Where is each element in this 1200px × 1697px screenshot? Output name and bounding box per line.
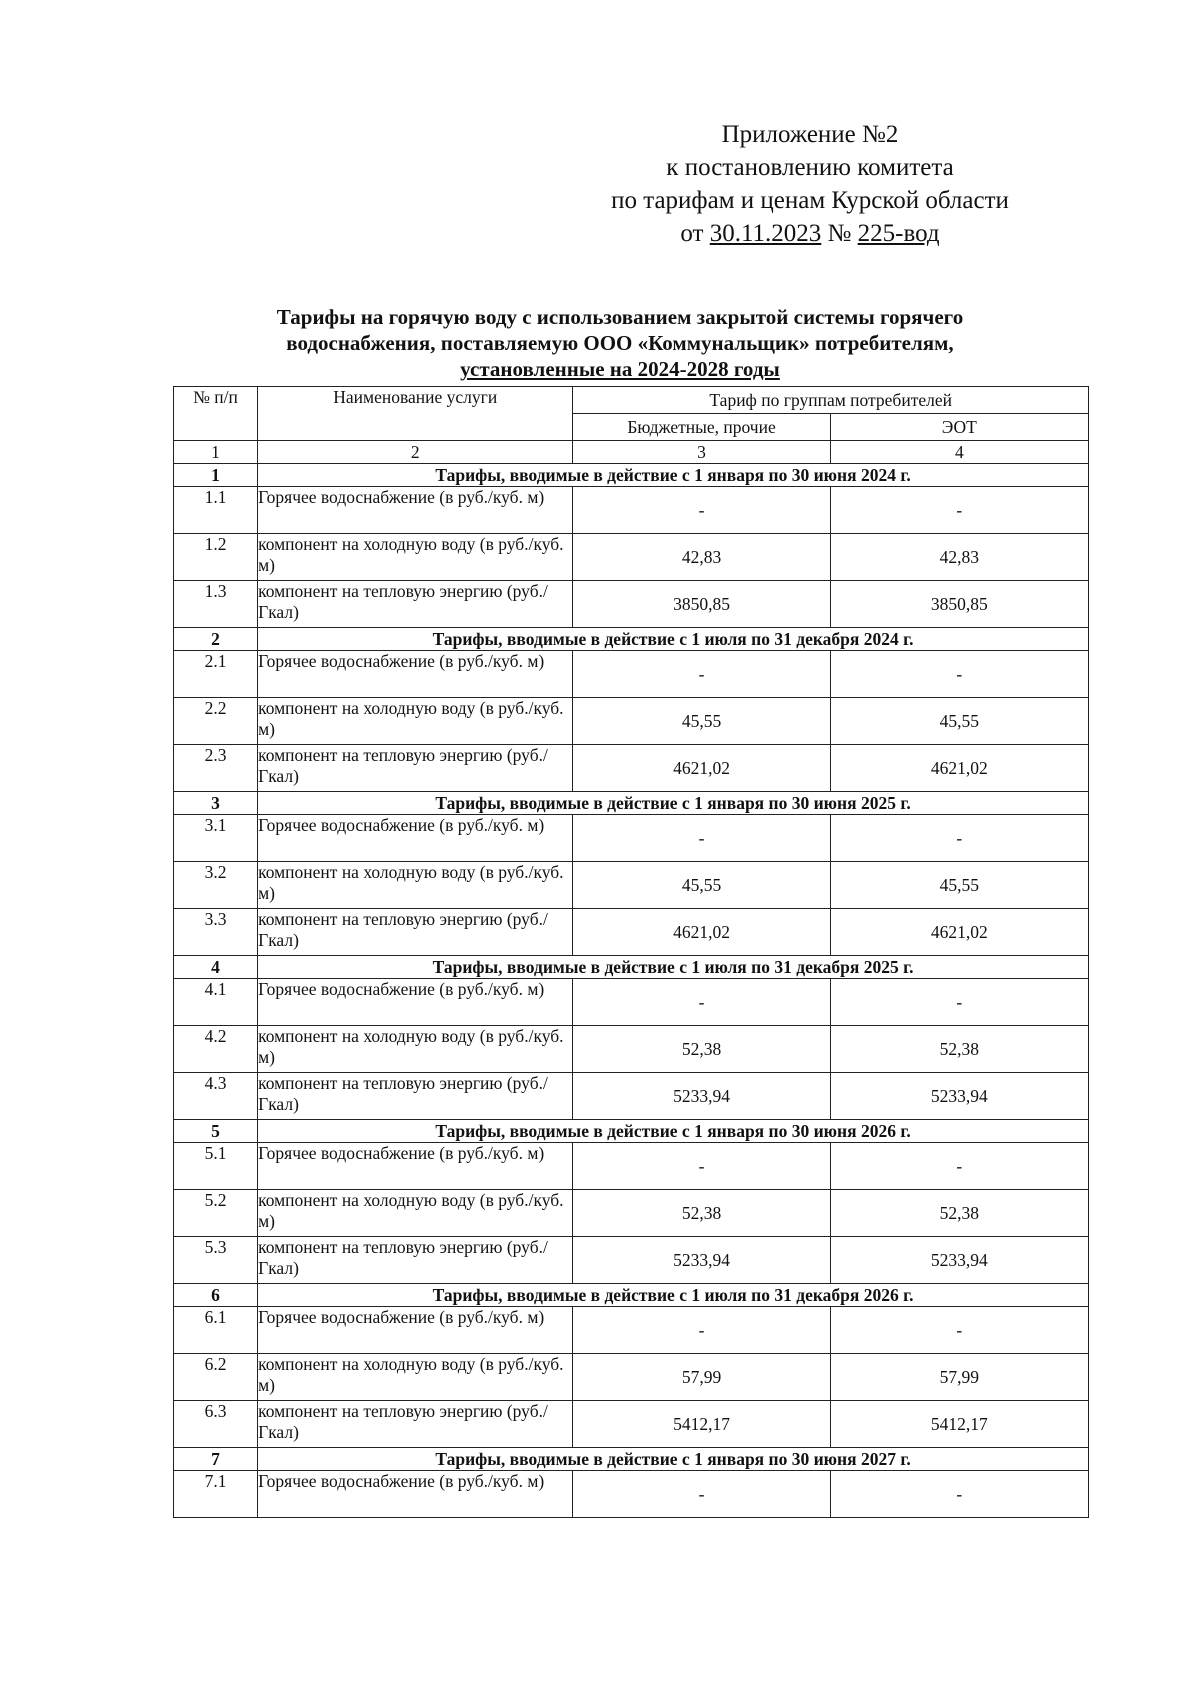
appendix-resolution-line: к постановлению комитета bbox=[666, 154, 954, 181]
table-row bbox=[174, 862, 1089, 909]
item-number: 1.1 bbox=[174, 487, 258, 534]
item-budget-value: 5233,94 bbox=[573, 1073, 830, 1120]
header-eot: ЭОТ bbox=[830, 414, 1088, 441]
item-service-name: компонент на тепловую энергию (руб./Гкал) bbox=[258, 1401, 573, 1448]
section-row bbox=[174, 1120, 1089, 1143]
section-row bbox=[174, 956, 1089, 979]
item-number: 6.2 bbox=[174, 1354, 258, 1401]
column-index-cell: 4 bbox=[830, 441, 1088, 464]
item-eot-value: 57,99 bbox=[830, 1354, 1088, 1401]
item-budget-value: - bbox=[573, 1143, 830, 1190]
item-budget-value: 4621,02 bbox=[573, 909, 830, 956]
item-eot-value: - bbox=[830, 487, 1088, 534]
item-eot-value: - bbox=[830, 1471, 1088, 1518]
item-eot-value: 52,38 bbox=[830, 1026, 1088, 1073]
section-title: Тарифы, вводимые в действие с 1 июля по 31 декабря 2025 г. bbox=[258, 956, 1089, 979]
item-budget-value: 45,55 bbox=[573, 862, 830, 909]
item-budget-value: - bbox=[573, 1471, 830, 1518]
section-number: 7 bbox=[174, 1448, 258, 1471]
item-number: 6.3 bbox=[174, 1401, 258, 1448]
item-eot-value: 45,55 bbox=[830, 862, 1088, 909]
item-service-name: Горячее водоснабжение (в руб./куб. м) bbox=[258, 1143, 573, 1190]
item-budget-value: - bbox=[573, 979, 830, 1026]
title-line-3: установленные на 2024-2028 годы bbox=[460, 357, 780, 381]
table-row bbox=[174, 1073, 1089, 1120]
section-number: 3 bbox=[174, 792, 258, 815]
item-budget-value: 5412,17 bbox=[573, 1401, 830, 1448]
appendix-date-line bbox=[590, 217, 1030, 250]
section-title: Тарифы, вводимые в действие с 1 июля по 31 декабря 2024 г. bbox=[258, 628, 1089, 651]
item-service-name: компонент на тепловую энергию (руб./Гкал) bbox=[258, 909, 573, 956]
section-row bbox=[174, 1448, 1089, 1471]
item-budget-value: 52,38 bbox=[573, 1190, 830, 1237]
item-budget-value: - bbox=[573, 487, 830, 534]
item-eot-value: 4621,02 bbox=[830, 909, 1088, 956]
item-number: 2.3 bbox=[174, 745, 258, 792]
section-title: Тарифы, вводимые в действие с 1 января по 30 июня 2025 г. bbox=[258, 792, 1089, 815]
item-service-name: компонент на тепловую энергию (руб./Гкал) bbox=[258, 581, 573, 628]
appendix-block bbox=[590, 118, 1030, 250]
item-service-name: Горячее водоснабжение (в руб./куб. м) bbox=[258, 651, 573, 698]
item-eot-value: 42,83 bbox=[830, 534, 1088, 581]
item-service-name: компонент на холодную воду (в руб./куб. м) bbox=[258, 862, 573, 909]
table-row bbox=[174, 1307, 1089, 1354]
table-row bbox=[174, 698, 1089, 745]
item-budget-value: 52,38 bbox=[573, 1026, 830, 1073]
item-service-name: Горячее водоснабжение (в руб./куб. м) bbox=[258, 979, 573, 1026]
item-budget-value: 3850,85 bbox=[573, 581, 830, 628]
section-row bbox=[174, 1284, 1089, 1307]
table-row bbox=[174, 534, 1089, 581]
table-row bbox=[174, 651, 1089, 698]
item-number: 3.3 bbox=[174, 909, 258, 956]
resolution-date: 30.11.2023 bbox=[709, 220, 822, 247]
header-service-name: Наименование услуги bbox=[258, 387, 573, 441]
table-row bbox=[174, 1143, 1089, 1190]
table-row bbox=[174, 1237, 1089, 1284]
title-line-2: водоснабжения, поставляемую ООО «Коммунальщик» потребителям, bbox=[286, 331, 954, 355]
table-row bbox=[174, 1026, 1089, 1073]
item-number: 3.2 bbox=[174, 862, 258, 909]
table-row bbox=[174, 1401, 1089, 1448]
section-title: Тарифы, вводимые в действие с 1 января по 30 июня 2026 г. bbox=[258, 1120, 1089, 1143]
item-number: 5.2 bbox=[174, 1190, 258, 1237]
section-number: 1 bbox=[174, 464, 258, 487]
document-title bbox=[160, 304, 1080, 382]
section-row bbox=[174, 792, 1089, 815]
section-title: Тарифы, вводимые в действие с 1 июля по 31 декабря 2026 г. bbox=[258, 1284, 1089, 1307]
item-number: 1.2 bbox=[174, 534, 258, 581]
table-row bbox=[174, 487, 1089, 534]
item-service-name: компонент на тепловую энергию (руб./Гкал) bbox=[258, 1237, 573, 1284]
item-eot-value: 45,55 bbox=[830, 698, 1088, 745]
resolution-number: 225-вод bbox=[857, 220, 940, 247]
section-row bbox=[174, 628, 1089, 651]
item-budget-value: 4621,02 bbox=[573, 745, 830, 792]
item-budget-value: - bbox=[573, 651, 830, 698]
header-tariff-group: Тариф по группам потребителей bbox=[573, 387, 1089, 414]
item-number: 2.2 bbox=[174, 698, 258, 745]
table-row bbox=[174, 979, 1089, 1026]
column-index-row bbox=[174, 441, 1089, 464]
item-number: 6.1 bbox=[174, 1307, 258, 1354]
number-sign: № bbox=[821, 220, 858, 247]
item-eot-value: 3850,85 bbox=[830, 581, 1088, 628]
item-service-name: компонент на холодную воду (в руб./куб. м) bbox=[258, 698, 573, 745]
table-row bbox=[174, 581, 1089, 628]
item-eot-value: 5233,94 bbox=[830, 1237, 1088, 1284]
item-service-name: Горячее водоснабжение (в руб./куб. м) bbox=[258, 815, 573, 862]
item-budget-value: 42,83 bbox=[573, 534, 830, 581]
item-number: 5.3 bbox=[174, 1237, 258, 1284]
title-line-1: Тарифы на горячую воду с использованием закрытой системы горячего bbox=[276, 305, 964, 329]
table-row bbox=[174, 745, 1089, 792]
section-number: 6 bbox=[174, 1284, 258, 1307]
item-eot-value: 5233,94 bbox=[830, 1073, 1088, 1120]
table-row bbox=[174, 909, 1089, 956]
section-title: Тарифы, вводимые в действие с 1 января по 30 июня 2027 г. bbox=[258, 1448, 1089, 1471]
item-service-name: компонент на холодную воду (в руб./куб. м) bbox=[258, 1190, 573, 1237]
item-number: 2.1 bbox=[174, 651, 258, 698]
item-budget-value: 5233,94 bbox=[573, 1237, 830, 1284]
item-budget-value: 45,55 bbox=[573, 698, 830, 745]
item-budget-value: - bbox=[573, 1307, 830, 1354]
column-index-cell: 2 bbox=[258, 441, 573, 464]
table-row bbox=[174, 1190, 1089, 1237]
item-budget-value: - bbox=[573, 815, 830, 862]
item-service-name: компонент на тепловую энергию (руб./Гкал) bbox=[258, 745, 573, 792]
item-eot-value: - bbox=[830, 651, 1088, 698]
column-index-cell: 3 bbox=[573, 441, 830, 464]
item-budget-value: 57,99 bbox=[573, 1354, 830, 1401]
table-header-row bbox=[174, 387, 1089, 414]
column-index-cell: 1 bbox=[174, 441, 258, 464]
item-service-name: Горячее водоснабжение (в руб./куб. м) bbox=[258, 1307, 573, 1354]
item-number: 4.3 bbox=[174, 1073, 258, 1120]
item-eot-value: 5412,17 bbox=[830, 1401, 1088, 1448]
header-budget: Бюджетные, прочие bbox=[573, 414, 830, 441]
appendix-committee-line: по тарифам и ценам Курской области bbox=[611, 187, 1009, 214]
item-eot-value: - bbox=[830, 1307, 1088, 1354]
date-prefix: от bbox=[680, 220, 710, 247]
item-eot-value: - bbox=[830, 1143, 1088, 1190]
table-row bbox=[174, 815, 1089, 862]
item-number: 4.1 bbox=[174, 979, 258, 1026]
item-service-name: Горячее водоснабжение (в руб./куб. м) bbox=[258, 1471, 573, 1518]
item-service-name: Горячее водоснабжение (в руб./куб. м) bbox=[258, 487, 573, 534]
table-row bbox=[174, 1354, 1089, 1401]
item-service-name: компонент на холодную воду (в руб./куб. м) bbox=[258, 534, 573, 581]
section-title: Тарифы, вводимые в действие с 1 января по 30 июня 2024 г. bbox=[258, 464, 1089, 487]
tariff-table bbox=[173, 386, 1089, 1518]
item-service-name: компонент на холодную воду (в руб./куб. м) bbox=[258, 1354, 573, 1401]
section-number: 2 bbox=[174, 628, 258, 651]
item-eot-value: 4621,02 bbox=[830, 745, 1088, 792]
table-row bbox=[174, 1471, 1089, 1518]
item-eot-value: 52,38 bbox=[830, 1190, 1088, 1237]
section-number: 4 bbox=[174, 956, 258, 979]
item-eot-value: - bbox=[830, 815, 1088, 862]
item-service-name: компонент на холодную воду (в руб./куб. м) bbox=[258, 1026, 573, 1073]
section-row bbox=[174, 464, 1089, 487]
header-number: № п/п bbox=[174, 387, 258, 441]
item-eot-value: - bbox=[830, 979, 1088, 1026]
section-number: 5 bbox=[174, 1120, 258, 1143]
item-number: 4.2 bbox=[174, 1026, 258, 1073]
item-number: 5.1 bbox=[174, 1143, 258, 1190]
appendix-label: Приложение №2 bbox=[721, 121, 899, 148]
item-number: 7.1 bbox=[174, 1471, 258, 1518]
item-service-name: компонент на тепловую энергию (руб./Гкал) bbox=[258, 1073, 573, 1120]
item-number: 3.1 bbox=[174, 815, 258, 862]
item-number: 1.3 bbox=[174, 581, 258, 628]
